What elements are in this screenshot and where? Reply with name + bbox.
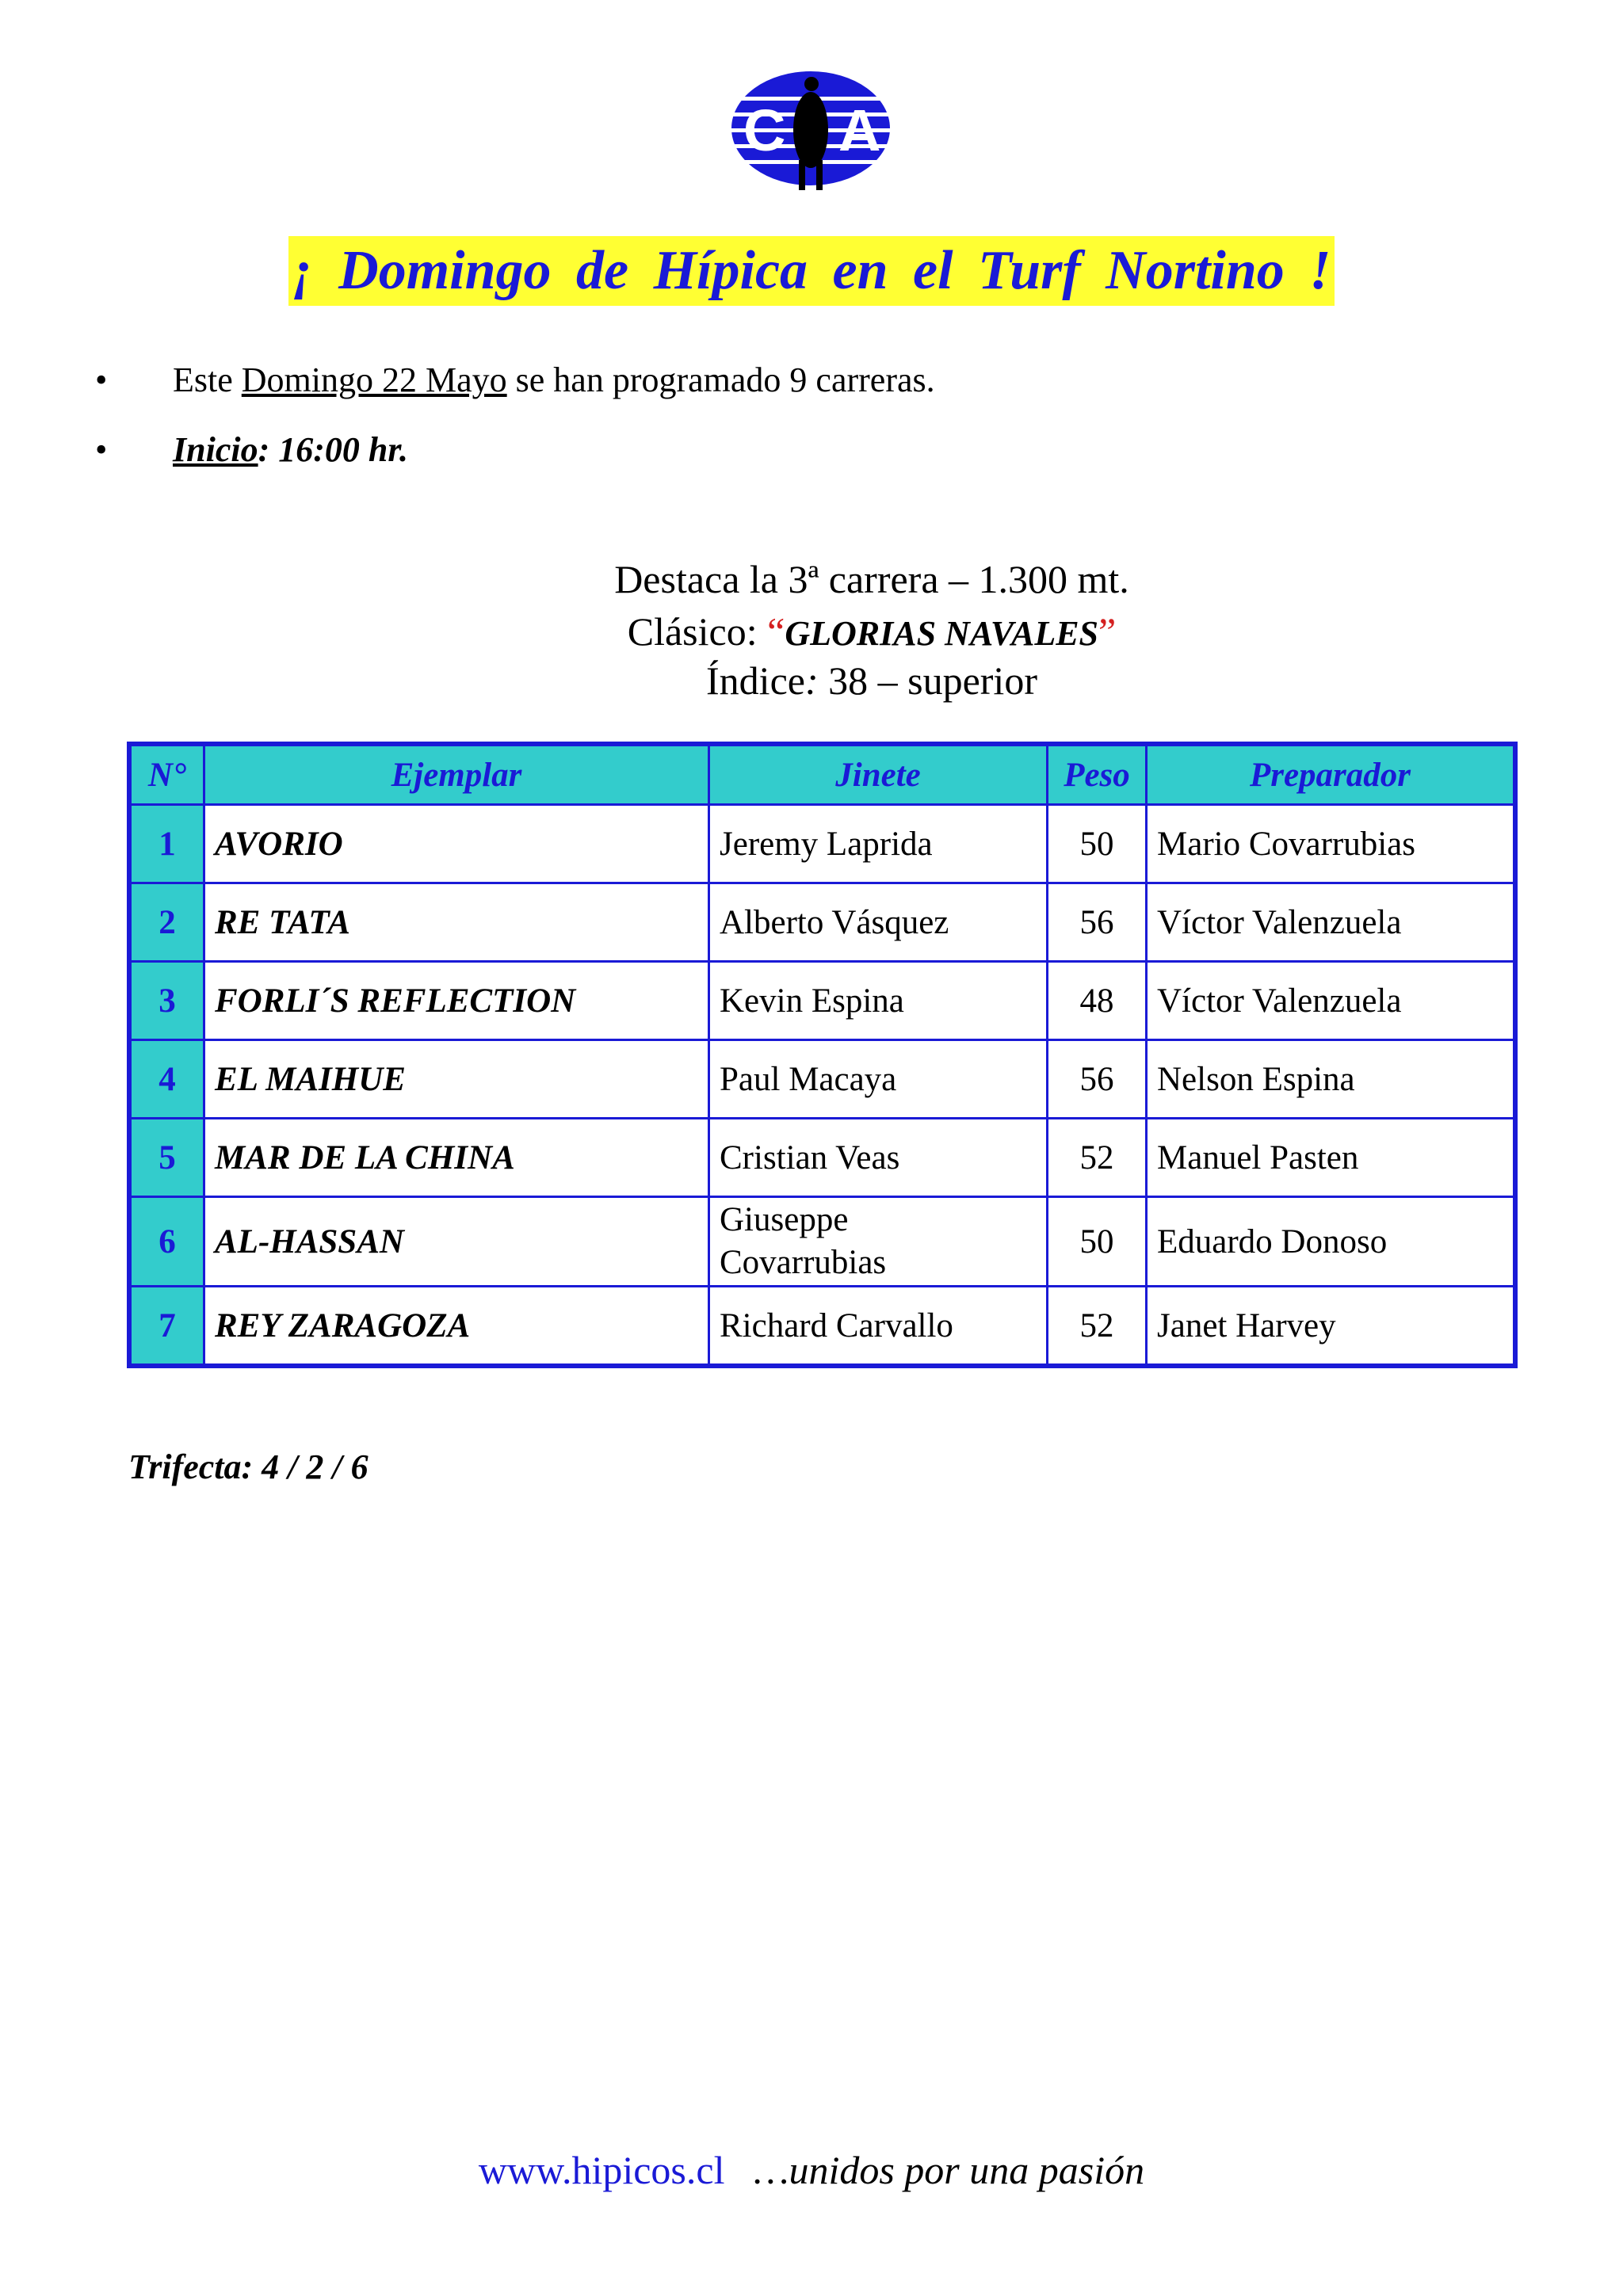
table-header-row [129,744,1515,805]
table-row: 4 EL MAIHUE Paul Macaya 56 Nelson Espina [129,1040,1515,1119]
table-row: 2 RE TATA Alberto Vásquez 56 Víctor Valenzuela [129,883,1515,962]
table-row: 6 AL-HASSAN Giuseppe Covarrubias 50 Eduardo Donoso [129,1197,1515,1287]
header-jinete: Jinete [709,744,1048,805]
header-preparador: Preparador [1147,744,1516,805]
bullet-text: Este Domingo 22 Mayo se han programado 9 carreras. [173,360,935,399]
bullet-dot-icon: • [95,430,108,469]
header-num: N° [129,744,204,805]
header-peso: Peso [1048,744,1147,805]
jockey-line-1: Giuseppe [720,1201,849,1238]
table-row: 7 REY ZARAGOZA Richard Carvallo 52 Janet Harvey [129,1287,1515,1367]
clasico-name: GLORIAS NAVALES [785,614,1099,653]
table-row: 3 FORLI´S REFLECTION Kevin Espina 48 Víctor Valenzuela [129,962,1515,1040]
website-link[interactable]: www.hipicos.cl [478,2148,725,2192]
slogan: …unidos por una pasión [753,2148,1145,2192]
footer [0,2147,1623,2193]
jockey-line-2: Covarrubias [720,1244,887,1281]
start-time: Inicio: 16:00 hr. [173,430,409,469]
title-container [0,236,1623,306]
table-row: 5 MAR DE LA CHINA Cristian Veas 52 Manuel Pasten [129,1119,1515,1197]
race-distance: Destaca la 3ª carrera – 1.300 mt. [614,557,1129,601]
runners-table [127,742,1518,1368]
race-indice: Índice: 38 – superior [706,658,1037,703]
race-date: Domingo 22 Mayo [241,360,507,399]
header-ejemplar: Ejemplar [204,744,709,805]
bullet-dot-icon: • [95,360,108,399]
page-title: ¡ Domingo de Hípica en el Turf Nortino ! [288,236,1334,306]
table-row: 1 AVORIO Jeremy Laprida 50 Mario Covarrubias [129,805,1515,883]
svg-text:C: C [743,97,786,163]
club-logo [727,65,894,192]
svg-text:A: A [838,97,881,163]
race-clasico: Clásico: “GLORIAS NAVALES” [627,609,1117,654]
trifecta-result: Trifecta: 4 / 2 / 6 [128,1447,369,1486]
